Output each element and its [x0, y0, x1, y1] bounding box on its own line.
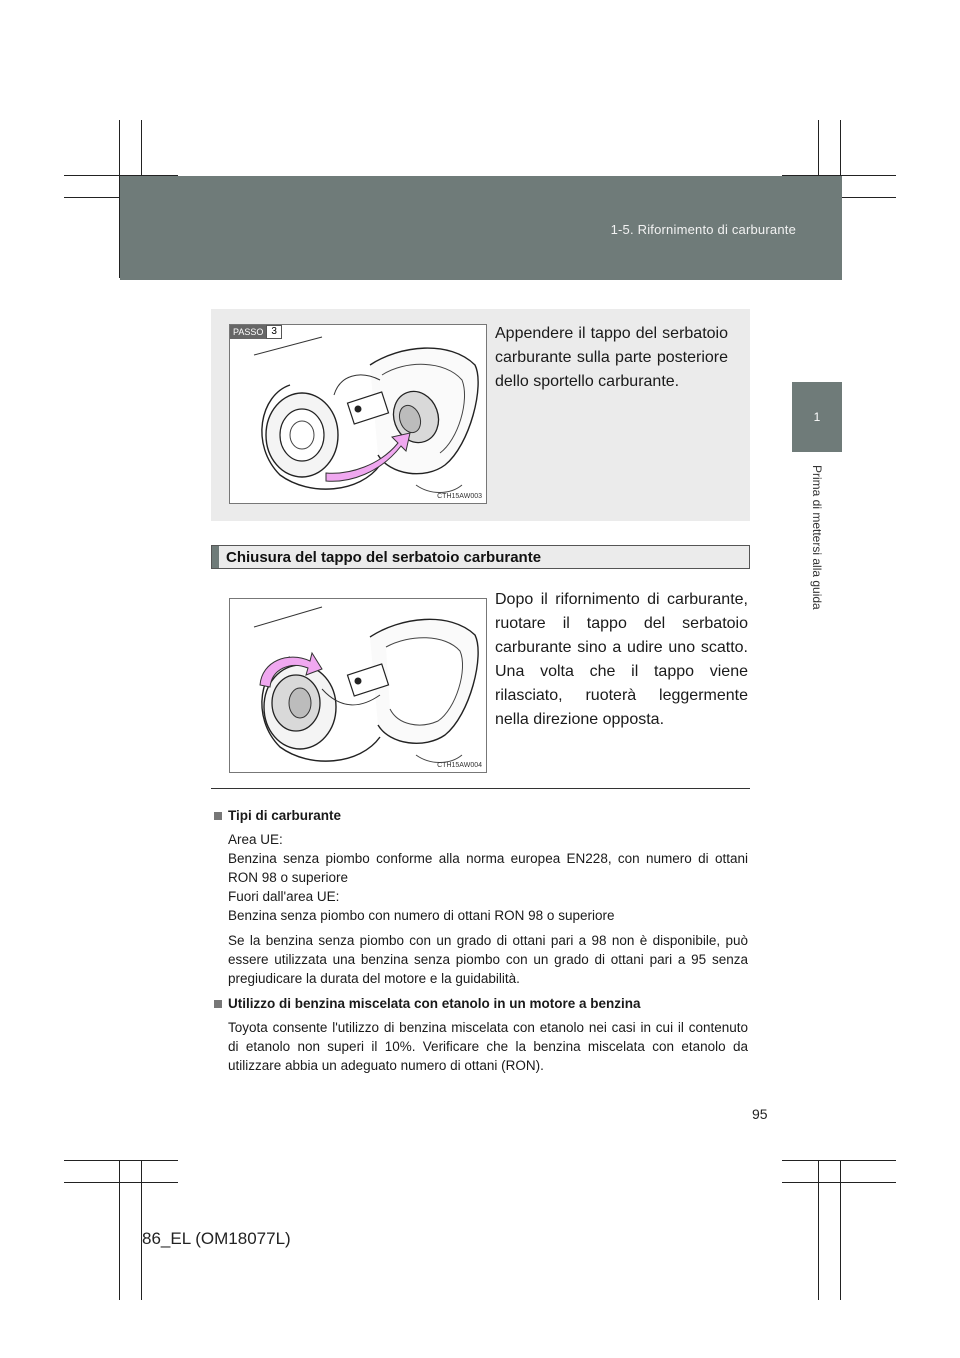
chapter-label-text: Prima di mettersi alla guida: [810, 465, 824, 610]
section-header-title: Chiusura del tappo del serbatoio carburante: [226, 548, 542, 566]
section-header-accent: [212, 546, 219, 568]
chapter-number: 1: [813, 410, 821, 424]
note-paragraph: Benzina senza piombo con numero di ottani RON 98 o superiore: [228, 908, 615, 923]
section-divider: [211, 788, 750, 789]
page-number: 95: [752, 1106, 768, 1122]
note-title-text: Utilizzo di benzina miscelata con etanolo in un motore a benzina: [228, 996, 641, 1011]
step-badge-label: PASSO: [230, 325, 266, 339]
note-title: [214, 994, 748, 1013]
crop-mark: [818, 1160, 819, 1300]
step-instruction: Appendere il tappo del serbatoio carburante sulla parte posteriore dello sportello carburante.: [495, 325, 728, 390]
note-paragraph: Toyota consente l'utilizzo di benzina miscelata con etanolo nei casi in cui il contenuto di etanolo non superi il 10%. Verificare che la benzina miscelata con etanolo da utilizzare abbia un adeguato numero di ottani (RON).: [228, 1020, 748, 1073]
section-title: 1-5. Rifornimento di carburante: [610, 222, 796, 237]
fuel-cap-closing-illustration: [230, 599, 486, 772]
figure-code: CTH15AW003: [437, 493, 482, 500]
section-header: [211, 545, 750, 569]
note-title: [214, 806, 748, 825]
crop-mark: [64, 1160, 178, 1161]
note-title-text: Tipi di carburante: [228, 808, 342, 823]
notes: [214, 806, 748, 1081]
note-paragraph: Se la benzina senza piombo con un grado di ottani pari a 98 non è disponibile, può essere utilizzata una benzina senza piombo con un grado di ottani pari a 95 senza pregiudicare la durata del motore e la guidabilità.: [228, 933, 748, 986]
crop-mark: [782, 1160, 896, 1161]
chapter-tab: [792, 382, 842, 452]
crop-mark: [782, 1182, 896, 1183]
crop-mark: [119, 1160, 120, 1300]
closing-instruction: Dopo il rifornimento di carburante, ruotare il tappo del serbatoio carburante sino a udire uno scatto. Una volta che il tappo viene rilasciato, ruoterà leggermente nella direzione opposta.: [495, 591, 748, 728]
note-body: [214, 830, 748, 988]
note-paragraph: Area UE:: [228, 832, 283, 847]
crop-mark: [840, 1160, 841, 1300]
note-paragraph: Benzina senza piombo conforme alla norma europea EN228, con numero di ottani RON 98 o superiore: [228, 851, 748, 885]
document-code: 86_EL (OM18077L): [142, 1229, 291, 1248]
figure-code: CTH15AW004: [437, 762, 482, 769]
square-bullet-icon: [214, 1000, 222, 1008]
note-paragraph: Fuori dall'area UE:: [228, 889, 340, 904]
header-bar: [120, 176, 842, 280]
step-badge-number: 3: [266, 325, 282, 339]
step-figure: [229, 324, 487, 504]
closing-figure: [229, 598, 487, 773]
square-bullet-icon: [214, 812, 222, 820]
note-body: [214, 1018, 748, 1075]
chapter-label: [800, 465, 834, 705]
crop-mark: [64, 1182, 178, 1183]
fuel-door-open-illustration: [230, 325, 486, 503]
